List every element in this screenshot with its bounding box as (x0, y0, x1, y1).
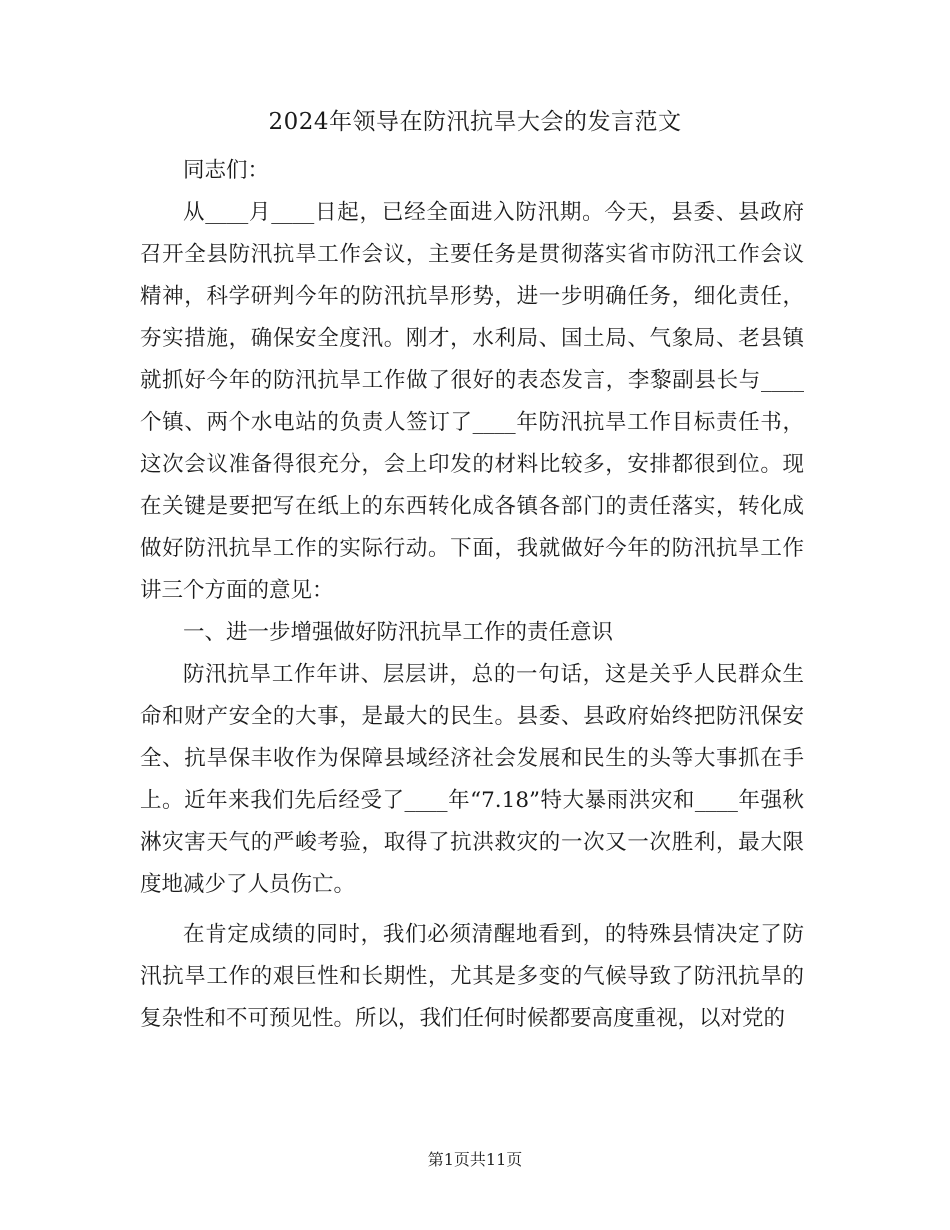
document-body (140, 150, 804, 1040)
document-title: 2024年领导在防汛抗旱大会的发言范文 (268, 109, 682, 135)
page-number: 第1页共11页 (427, 1150, 523, 1169)
paragraph-intro: 从____月____日起，已经全面进入防汛期。今天，县委、县政府召开全县防汛抗旱工作会议，主要任务是贯彻落实省市防汛工作会议精神，科学研判今年的防汛抗旱形势，进一步明确任务，细化责任，夯实措施，确保安全度汛。刚才，水利局、国土局、气象局、老县镇就抓好今年的防汛抗旱工作做了很好的表态发言，李黎副县长与____个镇、两个水电站的负责人签订了____年防汛抗旱工作目标责任书，这次会议准备得很充分，会上印发的材料比较多，安排都很到位。现在关键是要把写在纸上的东西转化成各镇各部门的责任落实，转化成做好防汛抗旱工作的实际行动。下面，我就做好今年的防汛抗旱工作讲三个方面的意见： (140, 200, 804, 603)
paragraph-responsibility: 防汛抗旱工作年讲、层层讲，总的一句话，这是关乎人民群众生命和财产安全的大事，是最大的民生。县委、县政府始终把防汛保安全、抗旱保丰收作为保障县域经济社会发展和民生的头等大事抓在手上。近年来我们先后经受了____年“7.18”特大暴雨洪灾和____年强秋淋灾害天气的严峻考验，取得了抗洪救灾的一次又一次胜利，最大限度地减少了人员伤亡。 (140, 662, 804, 897)
salutation: 同志们： (183, 158, 270, 183)
paragraph-challenges: 在肯定成绩的同时，我们必须清醒地看到，的特殊县情决定了防汛抗旱工作的艰巨性和长期性，尤其是多变的气候导致了防汛抗旱的复杂性和不可预见性。所以，我们任何时候都要高度重视，以对党的 (140, 922, 804, 1031)
section-heading-1: 一、进一步增强做好防汛抗旱工作的责任意识 (183, 620, 614, 645)
